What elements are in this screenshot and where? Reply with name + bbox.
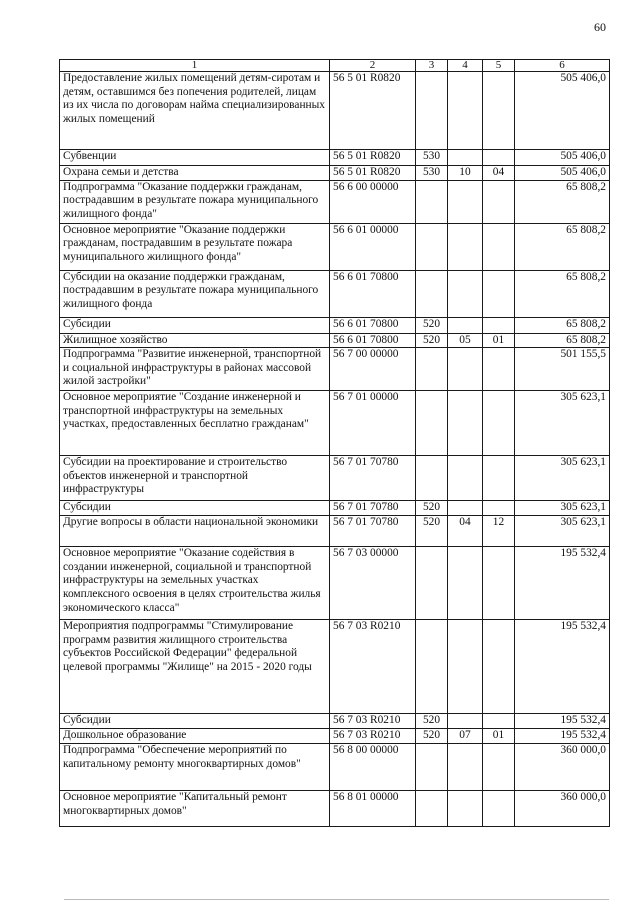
- cell-pr: 04: [483, 166, 515, 181]
- cell-rz: 04: [448, 516, 483, 547]
- cell-vr: [416, 744, 448, 791]
- header-col-5: 5: [483, 60, 515, 72]
- cell-name: Основное мероприятие "Капитальный ремонт многоквартирных домов": [60, 791, 330, 827]
- cell-csr: 56 6 00 00000: [330, 180, 416, 223]
- cell-vr: 520: [416, 317, 448, 333]
- table-row: [60, 150, 610, 166]
- cell-rz: [448, 348, 483, 391]
- cell-name: Охрана семьи и детства: [60, 166, 330, 181]
- cell-rz: 07: [448, 729, 483, 744]
- cell-rz: [448, 547, 483, 620]
- header-col-2: 2: [330, 60, 416, 72]
- cell-pr: [483, 456, 515, 501]
- cell-vr: 530: [416, 166, 448, 181]
- cell-pr: [483, 348, 515, 391]
- cell-vr: 520: [416, 333, 448, 348]
- cell-sum: 305 623,1: [515, 516, 610, 547]
- cell-sum: 65 808,2: [515, 270, 610, 317]
- header-col-6: 6: [515, 60, 610, 72]
- cell-sum: 505 406,0: [515, 150, 610, 166]
- cell-csr: 56 6 01 70800: [330, 317, 416, 333]
- cell-pr: [483, 150, 515, 166]
- cell-sum: 195 532,4: [515, 620, 610, 714]
- cell-sum: 305 623,1: [515, 456, 610, 501]
- table-row: [60, 791, 610, 827]
- bottom-rule: [64, 899, 609, 900]
- cell-rz: [448, 620, 483, 714]
- cell-name: Основное мероприятие "Создание инженерной и транспортной инфраструктуры на земельных участках, предоставленных бесплатно гражданам": [60, 391, 330, 456]
- cell-pr: [483, 223, 515, 270]
- cell-name: Субвенции: [60, 150, 330, 166]
- table-row: [60, 333, 610, 348]
- cell-csr: 56 8 01 00000: [330, 791, 416, 827]
- cell-vr: [416, 620, 448, 714]
- table-row: [60, 729, 610, 744]
- cell-sum: 195 532,4: [515, 547, 610, 620]
- cell-csr: 56 7 01 70780: [330, 516, 416, 547]
- cell-pr: [483, 391, 515, 456]
- cell-rz: [448, 391, 483, 456]
- cell-rz: [448, 791, 483, 827]
- cell-csr: 56 7 01 70780: [330, 501, 416, 516]
- cell-csr: 56 7 03 R0210: [330, 714, 416, 729]
- cell-pr: [483, 620, 515, 714]
- budget-table: [59, 59, 610, 827]
- cell-rz: 10: [448, 166, 483, 181]
- cell-name: Дошкольное образование: [60, 729, 330, 744]
- cell-name: Основное мероприятие "Оказание содействия в создании инженерной, социальной и транспортной инфраструктуры на земельных участках комплексного освоения в целях строительства жилья экономического класса": [60, 547, 330, 620]
- table-row: [60, 714, 610, 729]
- cell-rz: [448, 744, 483, 791]
- cell-pr: [483, 180, 515, 223]
- cell-rz: [448, 270, 483, 317]
- table-row: [60, 270, 610, 317]
- cell-name: Жилищное хозяйство: [60, 333, 330, 348]
- table-row: [60, 516, 610, 547]
- table-row: [60, 348, 610, 391]
- cell-csr: 56 7 03 00000: [330, 547, 416, 620]
- cell-sum: 305 623,1: [515, 391, 610, 456]
- cell-name: Субсидии: [60, 317, 330, 333]
- cell-csr: 56 5 01 R0820: [330, 166, 416, 181]
- cell-sum: 305 623,1: [515, 501, 610, 516]
- cell-sum: 195 532,4: [515, 729, 610, 744]
- cell-sum: 505 406,0: [515, 72, 610, 150]
- cell-sum: 360 000,0: [515, 744, 610, 791]
- cell-name: Основное мероприятие "Оказание поддержки гражданам, пострадавшим в результате пожара муниципального жилищного фонда": [60, 223, 330, 270]
- cell-name: Подпрограмма "Обеспечение мероприятий по капитальному ремонту многоквартирных домов": [60, 744, 330, 791]
- cell-sum: 501 155,5: [515, 348, 610, 391]
- cell-csr: 56 5 01 R0820: [330, 150, 416, 166]
- header-col-1: 1: [60, 60, 330, 72]
- cell-name: Подпрограмма "Оказание поддержки гражданам, пострадавшим в результате пожара муниципального жилищного фонда": [60, 180, 330, 223]
- cell-name: Подпрограмма "Развитие инженерной, транспортной и социальной инфраструктуры в районах массовой жилой застройки": [60, 348, 330, 391]
- cell-pr: [483, 547, 515, 620]
- cell-name: Субсидии: [60, 501, 330, 516]
- cell-csr: 56 7 03 R0210: [330, 729, 416, 744]
- cell-name: Другие вопросы в области национальной экономики: [60, 516, 330, 547]
- cell-pr: 12: [483, 516, 515, 547]
- cell-sum: 65 808,2: [515, 223, 610, 270]
- cell-name: Предоставление жилых помещений детям-сиротам и детям, оставшимся без попечения родителей, лицам из их числа по договорам найма специализированных жилых помещений: [60, 72, 330, 150]
- cell-csr: 56 7 03 R0210: [330, 620, 416, 714]
- cell-vr: 520: [416, 714, 448, 729]
- cell-pr: 01: [483, 729, 515, 744]
- cell-vr: 520: [416, 516, 448, 547]
- cell-rz: [448, 714, 483, 729]
- cell-rz: [448, 456, 483, 501]
- cell-vr: [416, 791, 448, 827]
- cell-vr: [416, 547, 448, 620]
- cell-vr: [416, 270, 448, 317]
- table-row: [60, 72, 610, 150]
- cell-csr: 56 7 01 00000: [330, 391, 416, 456]
- cell-sum: 360 000,0: [515, 791, 610, 827]
- cell-vr: 530: [416, 150, 448, 166]
- cell-name: Мероприятия подпрограммы "Стимулирование программ развития жилищного строительства субъектов Российской Федерации" федеральной целевой программы "Жилище" на 2015 - 2020 годы: [60, 620, 330, 714]
- cell-pr: [483, 501, 515, 516]
- cell-vr: [416, 348, 448, 391]
- table-row: [60, 620, 610, 714]
- cell-pr: [483, 270, 515, 317]
- cell-sum: 65 808,2: [515, 317, 610, 333]
- header-col-4: 4: [448, 60, 483, 72]
- cell-pr: [483, 791, 515, 827]
- cell-vr: 520: [416, 729, 448, 744]
- cell-sum: 65 808,2: [515, 180, 610, 223]
- cell-csr: 56 6 01 70800: [330, 270, 416, 317]
- cell-csr: 56 7 00 00000: [330, 348, 416, 391]
- table-row: [60, 744, 610, 791]
- table-row: [60, 456, 610, 501]
- cell-vr: [416, 456, 448, 501]
- cell-pr: [483, 714, 515, 729]
- cell-csr: 56 8 00 00000: [330, 744, 416, 791]
- cell-vr: [416, 223, 448, 270]
- cell-pr: [483, 72, 515, 150]
- cell-vr: 520: [416, 501, 448, 516]
- cell-name: Субсидии на проектирование и строительство объектов инженерной и транспортной инфраструктуры: [60, 456, 330, 501]
- page-number: 60: [594, 20, 606, 34]
- table-row: [60, 317, 610, 333]
- table-row: [60, 547, 610, 620]
- cell-rz: [448, 150, 483, 166]
- cell-vr: [416, 72, 448, 150]
- cell-vr: [416, 391, 448, 456]
- table-row: [60, 223, 610, 270]
- cell-csr: 56 7 01 70780: [330, 456, 416, 501]
- cell-rz: [448, 501, 483, 516]
- cell-pr: [483, 744, 515, 791]
- cell-csr: 56 6 01 00000: [330, 223, 416, 270]
- cell-csr: 56 6 01 70800: [330, 333, 416, 348]
- cell-rz: [448, 72, 483, 150]
- header-row: [60, 60, 610, 72]
- cell-sum: 505 406,0: [515, 166, 610, 181]
- cell-pr: 01: [483, 333, 515, 348]
- cell-pr: [483, 317, 515, 333]
- cell-rz: 05: [448, 333, 483, 348]
- cell-rz: [448, 223, 483, 270]
- cell-csr: 56 5 01 R0820: [330, 72, 416, 150]
- cell-name: Субсидии на оказание поддержки гражданам, пострадавшим в результате пожара муниципального жилищного фонда: [60, 270, 330, 317]
- cell-rz: [448, 180, 483, 223]
- cell-sum: 195 532,4: [515, 714, 610, 729]
- cell-name: Субсидии: [60, 714, 330, 729]
- table-row: [60, 180, 610, 223]
- table-row: [60, 166, 610, 181]
- cell-sum: 65 808,2: [515, 333, 610, 348]
- cell-vr: [416, 180, 448, 223]
- header-col-3: 3: [416, 60, 448, 72]
- table-row: [60, 501, 610, 516]
- cell-rz: [448, 317, 483, 333]
- table-row: [60, 391, 610, 456]
